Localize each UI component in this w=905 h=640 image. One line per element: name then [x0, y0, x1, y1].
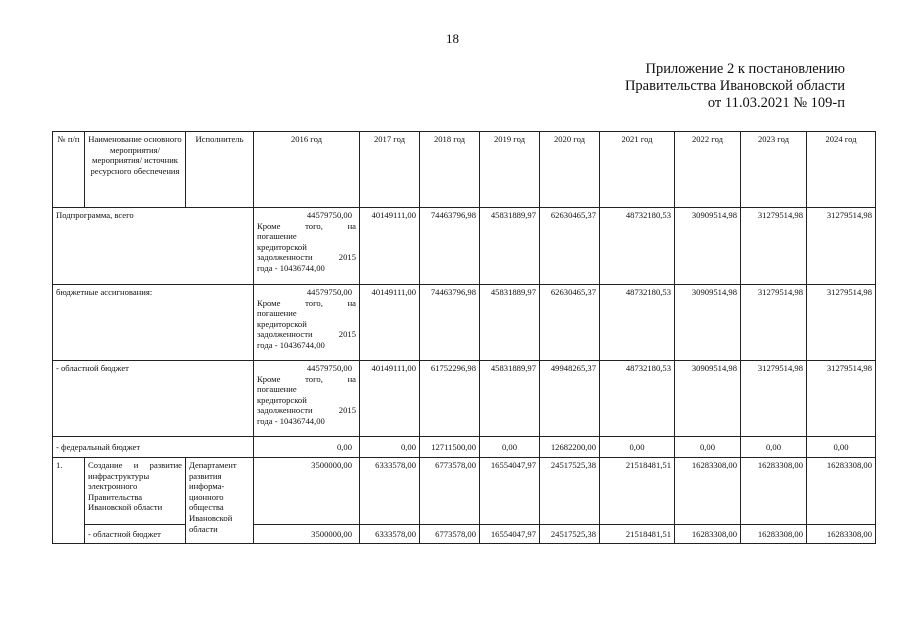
header-2021: 2021 год: [600, 132, 675, 208]
cell-2022: 30909514,98: [675, 285, 741, 361]
header-2020: 2020 год: [540, 132, 600, 208]
cell-2020: 12682200,00: [540, 437, 600, 458]
cell-2023: 31279514,98: [741, 285, 807, 361]
table-row: [53, 437, 876, 458]
header-2019: 2019 год: [480, 132, 540, 208]
cell-2016: 0,00: [254, 437, 360, 458]
cell-2022: 30909514,98: [675, 208, 741, 285]
table-row: [53, 458, 876, 525]
cell-2016: [254, 208, 360, 285]
cell-2022: 0,00: [675, 437, 741, 458]
cell-2021: 48732180,53: [600, 208, 675, 285]
note-line: кредиторской: [257, 241, 307, 252]
cell-2021: 48732180,53: [600, 285, 675, 361]
value-2016: 44579750,00: [306, 287, 352, 297]
header-name: Наименование основного мероприятия/ мероприятия/ источник ресурсного обеспечения: [85, 132, 186, 208]
cell-2020: 49948265,37: [540, 361, 600, 437]
note-line: года - 10436744,00: [257, 339, 325, 350]
cell-2019: 45831889,97: [480, 285, 540, 361]
cell-2017: 40149111,00: [360, 361, 420, 437]
note-line: задолженности 2015: [257, 405, 356, 416]
cell-2017: 6333578,00: [360, 525, 420, 544]
appendix-header: [625, 61, 845, 112]
item-executor: Департамент развития информа-ционного общества Ивановской области: [186, 458, 254, 544]
cell-2022: 30909514,98: [675, 361, 741, 437]
cell-2019: 16554047,97: [480, 458, 540, 525]
cell-2021: 48732180,53: [600, 361, 675, 437]
note-line: Кроме того, на: [257, 220, 356, 231]
note-line: погашение: [257, 384, 297, 395]
table-row: [53, 525, 876, 544]
cell-2018: 74463796,98: [420, 285, 480, 361]
header-2016: 2016 год: [254, 132, 360, 208]
cell-2021: 21518481,51: [600, 525, 675, 544]
cell-2018: 12711500,00: [420, 437, 480, 458]
cell-2017: 6333578,00: [360, 458, 420, 525]
header-executor: Исполнитель: [186, 132, 254, 208]
header-2022: 2022 год: [675, 132, 741, 208]
cell-2020: 24517525,38: [540, 525, 600, 544]
cell-2017: 40149111,00: [360, 208, 420, 285]
cell-2021: 0,00: [600, 437, 675, 458]
item-num: 1.: [53, 458, 85, 544]
cell-2016: 3500000,00: [254, 525, 360, 544]
header-2023: 2023 год: [741, 132, 807, 208]
appendix-line-2: Правительства Ивановской области: [624, 78, 845, 94]
table-row: [53, 285, 876, 361]
value-2016: 44579750,00: [306, 210, 352, 220]
cell-2024: 16283308,00: [807, 525, 876, 544]
cell-2023: 16283308,00: [741, 525, 807, 544]
cell-2018: 6773578,00: [420, 458, 480, 525]
cell-2020: 24517525,38: [540, 458, 600, 525]
cell-2019: 45831889,97: [480, 208, 540, 285]
cell-2018: 6773578,00: [420, 525, 480, 544]
note-line: погашение: [257, 308, 297, 319]
page-number: 18: [446, 31, 459, 46]
cell-2016: 3500000,00: [254, 458, 360, 525]
budget-table: [52, 131, 876, 544]
cell-2021: 21518481,51: [600, 458, 675, 525]
note-line: года - 10436744,00: [257, 262, 325, 273]
appendix-line-1: Приложение 2 к постановлению: [645, 61, 845, 77]
note-line: года - 10436744,00: [257, 415, 325, 426]
cell-2023: 31279514,98: [741, 361, 807, 437]
header-2018: 2018 год: [420, 132, 480, 208]
cell-2018: 61752296,98: [420, 361, 480, 437]
table-header-row: [53, 132, 876, 208]
note-line: задолженности 2015: [257, 252, 356, 263]
table-row: [53, 208, 876, 285]
note-line: задолженности 2015: [257, 329, 356, 340]
header-num: № п/п: [53, 132, 85, 208]
note-line: Кроме того, на: [257, 373, 356, 384]
header-2024: 2024 год: [807, 132, 876, 208]
cell-2023: 16283308,00: [741, 458, 807, 525]
cell-2019: 45831889,97: [480, 361, 540, 437]
row-name: - федеральный бюджет: [53, 437, 254, 458]
row-name: - областной бюджет: [53, 361, 254, 437]
appendix-line-3: от 11.03.2021 № 109-п: [707, 95, 845, 111]
cell-2024: 0,00: [807, 437, 876, 458]
note-line: погашение: [257, 231, 297, 242]
cell-2024: 31279514,98: [807, 208, 876, 285]
row-name: Подпрограмма, всего: [53, 208, 254, 285]
cell-2024: 31279514,98: [807, 285, 876, 361]
note-line: кредиторской: [257, 318, 307, 329]
sub-row-name: - областной бюджет: [85, 525, 186, 544]
header-2017: 2017 год: [360, 132, 420, 208]
cell-2020: 62630465,37: [540, 208, 600, 285]
cell-2023: 31279514,98: [741, 208, 807, 285]
cell-2019: 0,00: [480, 437, 540, 458]
cell-2022: 16283308,00: [675, 525, 741, 544]
cell-2020: 62630465,37: [540, 285, 600, 361]
cell-2022: 16283308,00: [675, 458, 741, 525]
item-name: Создание и развитие инфраструктуры электронного Правительства Ивановской области: [85, 458, 186, 525]
row-name: бюджетные ассигнования:: [53, 285, 254, 361]
note-line: кредиторской: [257, 394, 307, 405]
cell-2016: [254, 285, 360, 361]
cell-2024: 31279514,98: [807, 361, 876, 437]
cell-2016: [254, 361, 360, 437]
cell-2024: 16283308,00: [807, 458, 876, 525]
cell-2019: 16554047,97: [480, 525, 540, 544]
cell-2017: 0,00: [360, 437, 420, 458]
note-line: Кроме того, на: [257, 297, 356, 308]
value-2016: 44579750,00: [306, 363, 352, 373]
cell-2018: 74463796,98: [420, 208, 480, 285]
table-row: [53, 361, 876, 437]
cell-2017: 40149111,00: [360, 285, 420, 361]
cell-2023: 0,00: [741, 437, 807, 458]
